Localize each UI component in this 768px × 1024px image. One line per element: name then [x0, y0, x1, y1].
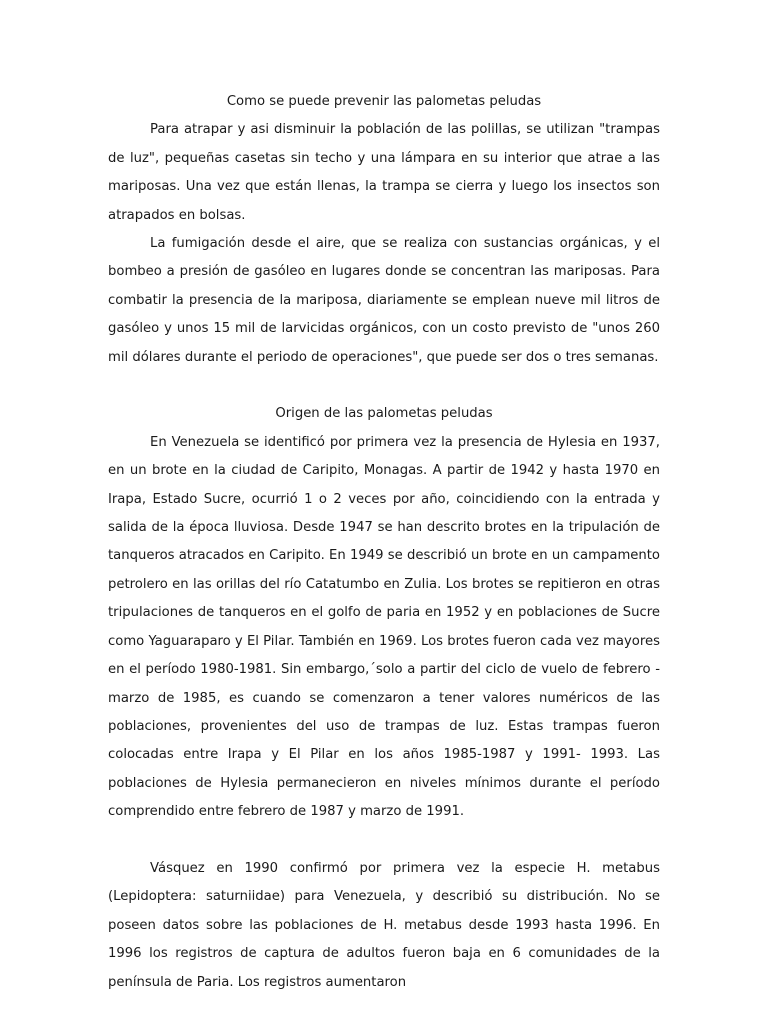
section-spacer	[108, 372, 660, 400]
paragraph-venezuela-history: En Venezuela se identificó por primera vez la presencia de Hylesia en 1937, en un brote en la ciudad de Caripito, Monagas. A partir de 1942 y hasta 1970 en Irapa, Estado Sucre, ocurrió 1 o 2 veces por año, coincidiendo con la entrada y salida de la época lluviosa. Desde 1947 se han descrito brotes en la tripulación de tanqueros atracados en Caripito. En 1949 se describió un brote en un campamento petrolero en las orillas del río Catatumbo en Zulia. Los brotes se repitieron en otras tripulaciones de tanqueros en el golfo de paria en 1952 y en poblaciones de Sucre como Yaguaraparo y El Pilar. También en 1969. Los brotes fueron cada vez mayores en el período 1980-1981. Sin embargo,´solo a partir del ciclo de vuelo de febrero - marzo de 1985, es cuando se comenzaron a tener valores numéricos de las poblaciones, provenientes del uso de trampas de luz. Estas trampas fueron colocadas entre Irapa y El Pilar en los años 1985-1987 y 1991- 1993. Las poblaciones de Hylesia permanecieron en niveles mínimos durante el período comprendido entre febrero de 1987 y marzo de 1991.	[108, 434, 660, 820]
paragraph-fumigation: La fumigación desde el aire, que se realiza con sustancias orgánicas, y el bombeo a presión de gasóleo en lugares donde se concentran las mariposas. Para combatir la presencia de la mariposa, diariamente se emplean nueve mil litros de gasóleo y unos 15 mil de larvicidas orgánicos, con un costo previsto de "unos 260 mil dólares durante el periodo de operaciones", que puede ser dos o tres semanas.	[108, 236, 660, 365]
section-heading-origin: Origen de las palometas peludas	[275, 406, 493, 422]
paragraph-vasquez: Vásquez en 1990 confirmó por primera vez la especie H. metabus (Lepidoptera: saturniidae) para Venezuela, y describió su distribución. No se poseen datos sobre las poblaciones de H. metabus desde 1993 hasta 1996. En 1996 los registros de captura de adultos fueron baja en 6 comunidades de la península de Paria. Los registros aumentaron	[108, 860, 660, 990]
paragraph-spacer	[108, 827, 660, 855]
paragraph-light-traps: Para atrapar y asi disminuir la población de las polillas, se utilizan "trampas de luz", pequeñas casetas sin techo y una lámpara en su interior que atrae a las mariposas. Una vez que están llenas, la trampa se cierra y luego los insectos son atrapados en bolsas.	[108, 122, 660, 223]
section-heading-prevention: Como se puede prevenir las palometas peludas	[226, 94, 542, 109]
document-page	[108, 88, 660, 997]
